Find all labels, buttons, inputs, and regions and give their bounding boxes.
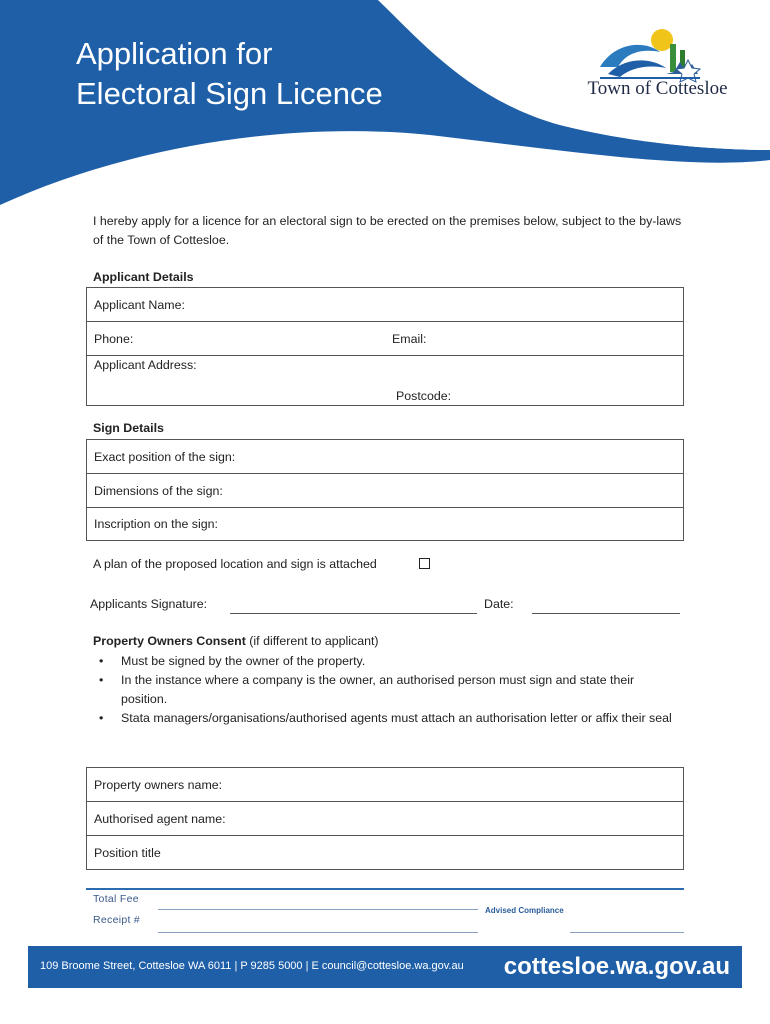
office-divider [86, 888, 684, 890]
footer-contact: 109 Broome Street, Cottesloe WA 6011 | P 9285 5000 | E council@cottesloe.wa.gov.au [40, 960, 464, 972]
signature-label: Applicants Signature: [90, 597, 208, 611]
intro-text: I hereby apply for a licence for an electoral sign to be erected on the premises below, subject to the by-laws of the Town of Cottesloe. [93, 214, 682, 247]
plan-attached-checkbox[interactable] [419, 558, 430, 569]
consent-note: (if different to applicant) [245, 634, 379, 648]
logo-text: Town of Cottesloe [587, 78, 728, 99]
sign-inscription-label: Inscription on the sign: [94, 517, 218, 531]
sign-details-box [86, 439, 684, 541]
total-fee-line[interactable] [158, 909, 478, 910]
advised-compliance-line[interactable] [570, 932, 684, 933]
title-line-1: Application for [76, 36, 273, 71]
agent-name-label: Authorised agent name: [94, 812, 226, 826]
plan-attached-label: A plan of the proposed location and sign is attached [93, 557, 377, 571]
footer-bar [28, 946, 742, 988]
sign-heading: Sign Details [93, 421, 164, 435]
position-title-row[interactable] [87, 836, 683, 869]
receipt-label: Receipt # [93, 914, 141, 926]
applicant-details-box [86, 287, 684, 406]
applicant-heading: Applicant Details [93, 270, 194, 284]
address-row[interactable] [87, 356, 683, 405]
list-item: • In the instance where a company is the owner, an authorised person must sign and state their position. [93, 671, 683, 709]
address-label: Applicant Address: [94, 358, 197, 372]
list-item: • Stata managers/organisations/authorised agents must attach an authorisation letter or affix their seal [93, 709, 683, 728]
agent-name-row[interactable] [87, 802, 683, 836]
list-item: • Must be signed by the owner of the property. [93, 652, 683, 671]
sign-inscription-row[interactable] [87, 508, 683, 540]
receipt-line[interactable] [158, 932, 478, 933]
position-title-label: Position title [94, 846, 161, 860]
title-line-2: Electoral Sign Licence [76, 76, 383, 111]
phone-label: Phone: [94, 332, 134, 346]
date-line[interactable] [532, 613, 680, 614]
consent-bullets [93, 652, 683, 728]
email-label: Email: [392, 332, 427, 346]
sign-position-row[interactable] [87, 440, 683, 474]
postcode-label: Postcode: [396, 389, 452, 403]
owners-name-label: Property owners name: [94, 778, 223, 792]
sign-position-label: Exact position of the sign: [94, 450, 236, 464]
owners-name-row[interactable] [87, 768, 683, 802]
signature-line[interactable] [230, 613, 477, 614]
consent-title: Property Owners Consent [93, 634, 246, 648]
sign-dimensions-label: Dimensions of the sign: [94, 484, 223, 498]
sign-dimensions-row[interactable] [87, 474, 683, 508]
footer-website[interactable]: cottesloe.wa.gov.au [503, 953, 730, 980]
total-fee-label: Total Fee [93, 893, 139, 905]
advised-compliance-label: Advised Compliance [485, 906, 564, 915]
applicant-name-label: Applicant Name: [94, 298, 185, 312]
page-title [76, 34, 383, 114]
date-label: Date: [484, 597, 514, 611]
applicant-name-row[interactable] [87, 288, 683, 322]
consent-heading [93, 634, 379, 648]
contact-row[interactable] [87, 322, 683, 356]
owners-box [86, 767, 684, 870]
